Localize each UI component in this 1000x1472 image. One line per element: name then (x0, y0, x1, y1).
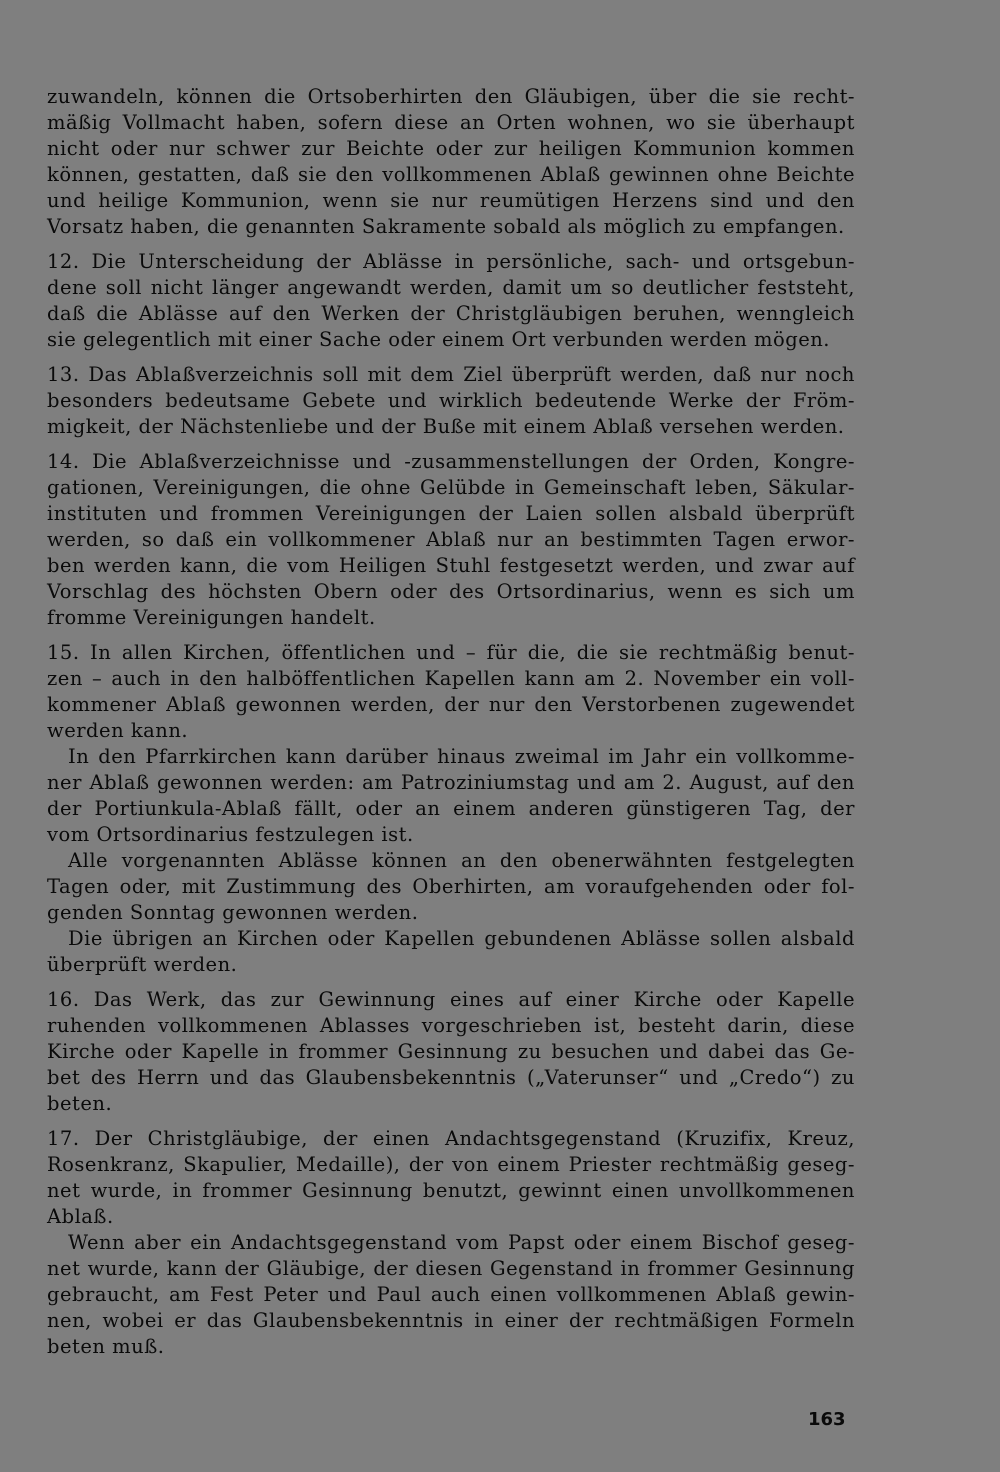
text-line: und heilige Kommunion, wenn sie nur reumütigen Herzens sind und den (47, 189, 855, 212)
paragraph (47, 926, 855, 978)
text-line: Vorsatz haben, die genannten Sakramente sobald als möglich zu empfangen. (47, 215, 845, 238)
text-line: Wenn aber ein Andachtsgegenstand vom Papst oder einem Bischof geseg- (68, 1231, 855, 1254)
text-line: Tagen oder, mit Zustimmung des Oberhirten, am voraufgehenden oder fol- (47, 875, 855, 898)
text-line: werden kann. (47, 719, 189, 742)
text-line: net wurde, in frommer Gesinnung benutzt, gewinnt einen unvollkommenen (47, 1179, 855, 1202)
text-line: werden, so daß ein vollkommener Ablaß nur an bestimmten Tagen erwor- (47, 528, 855, 551)
paragraph (47, 449, 855, 631)
text-line: gationen, Vereinigungen, die ohne Gelübde in Gemeinschaft leben, Säkular- (47, 476, 855, 499)
text-line: Die übrigen an Kirchen oder Kapellen gebundenen Ablässe sollen alsbald (68, 927, 855, 950)
text-line: gebraucht, am Fest Peter und Paul auch einen vollkommenen Ablaß gewin- (47, 1283, 855, 1306)
text-line: 14. Die Ablaßverzeichnisse und -zusammenstellungen der Orden, Kongre- (47, 450, 855, 473)
text-line: Ablaß. (47, 1205, 114, 1228)
text-line: Alle vorgenannten Ablässe können an den obenerwähnten festgelegten (68, 849, 855, 872)
page-number: 163 (808, 1409, 846, 1430)
paragraph (47, 84, 855, 240)
text-line: ner Ablaß gewonnen werden: am Patroziniumstag und am 2. August, auf den (47, 771, 855, 794)
text-line: Rosenkranz, Skapulier, Medaille), der von einem Priester rechtmäßig geseg- (47, 1153, 855, 1176)
text-line: bet des Herrn und das Glaubensbekenntnis („Vaterunser“ und „Credo“) zu (47, 1066, 855, 1089)
text-line: In den Pfarrkirchen kann darüber hinaus zweimal im Jahr ein vollkomme- (68, 745, 855, 768)
text-line: zuwandeln, können die Ortsoberhirten den Gläubigen, über die sie recht- (47, 85, 855, 108)
text-line: instituten und frommen Vereinigungen der Laien sollen alsbald überprüft (47, 502, 855, 525)
paragraph (47, 987, 855, 1117)
paragraph (47, 362, 855, 440)
paragraph (47, 744, 855, 848)
text-line: überprüft werden. (47, 953, 238, 976)
paragraph (47, 640, 855, 744)
text-line: daß die Ablässe auf den Werken der Christgläubigen beruhen, wenngleich (47, 302, 855, 325)
text-line: beten. (47, 1092, 113, 1115)
text-line: 12. Die Unterscheidung der Ablässe in persönliche, sach- und ortsgebun- (47, 250, 855, 273)
paragraph (47, 1126, 855, 1230)
text-line: net wurde, kann der Gläubige, der diesen Gegenstand in frommer Gesinnung (47, 1257, 855, 1280)
text-line: genden Sonntag gewonnen werden. (47, 901, 419, 924)
text-line: können, gestatten, daß sie den vollkommenen Ablaß gewinnen ohne Beichte (47, 163, 855, 186)
text-line: 16. Das Werk, das zur Gewinnung eines auf einer Kirche oder Kapelle (47, 988, 855, 1011)
text-line: migkeit, der Nächstenliebe und der Buße mit einem Ablaß versehen werden. (47, 415, 845, 438)
text-line: sie gelegentlich mit einer Sache oder einem Ort verbunden werden mögen. (47, 328, 831, 351)
text-line: zen – auch in den halböffentlichen Kapellen kann am 2. November ein voll- (47, 667, 855, 690)
text-line: nen, wobei er das Glaubensbekenntnis in einer der rechtmäßigen Formeln (47, 1309, 855, 1332)
text-line: besonders bedeutsame Gebete und wirklich bedeutende Werke der Fröm- (47, 389, 855, 412)
text-line: Kirche oder Kapelle in frommer Gesinnung zu besuchen und dabei das Ge- (47, 1040, 855, 1063)
paragraph (47, 848, 855, 926)
text-line: 13. Das Ablaßverzeichnis soll mit dem Ziel überprüft werden, daß nur noch (47, 363, 855, 386)
text-line: fromme Vereinigungen handelt. (47, 606, 376, 629)
text-line: der Portiunkula-Ablaß fällt, oder an einem anderen günstigeren Tag, der (47, 797, 855, 820)
paragraph (47, 1230, 855, 1360)
text-line: 17. Der Christgläubige, der einen Andachtsgegenstand (Kruzifix, Kreuz, (47, 1127, 855, 1150)
text-line: Vorschlag des höchsten Obern oder des Ortsordinarius, wenn es sich um (47, 580, 855, 603)
text-line: 15. In allen Kirchen, öffentlichen und – für die, die sie rechtmäßig benut- (47, 641, 855, 664)
page-body (47, 84, 855, 1369)
text-line: ben werden kann, die vom Heiligen Stuhl festgesetzt werden, und zwar auf (47, 554, 855, 577)
text-line: nicht oder nur schwer zur Beichte oder zur heiligen Kommunion kommen (47, 137, 855, 160)
text-line: mäßig Vollmacht haben, sofern diese an Orten wohnen, wo sie überhaupt (47, 111, 855, 134)
text-line: vom Ortsordinarius festzulegen ist. (47, 823, 414, 846)
paragraph (47, 249, 855, 353)
text-line: dene soll nicht länger angewandt werden, damit um so deutlicher feststeht, (47, 276, 855, 299)
text-line: beten muß. (47, 1335, 165, 1358)
text-line: kommener Ablaß gewonnen werden, der nur den Verstorbenen zugewendet (47, 693, 855, 716)
text-line: ruhenden vollkommenen Ablasses vorgeschrieben ist, besteht darin, diese (47, 1014, 855, 1037)
